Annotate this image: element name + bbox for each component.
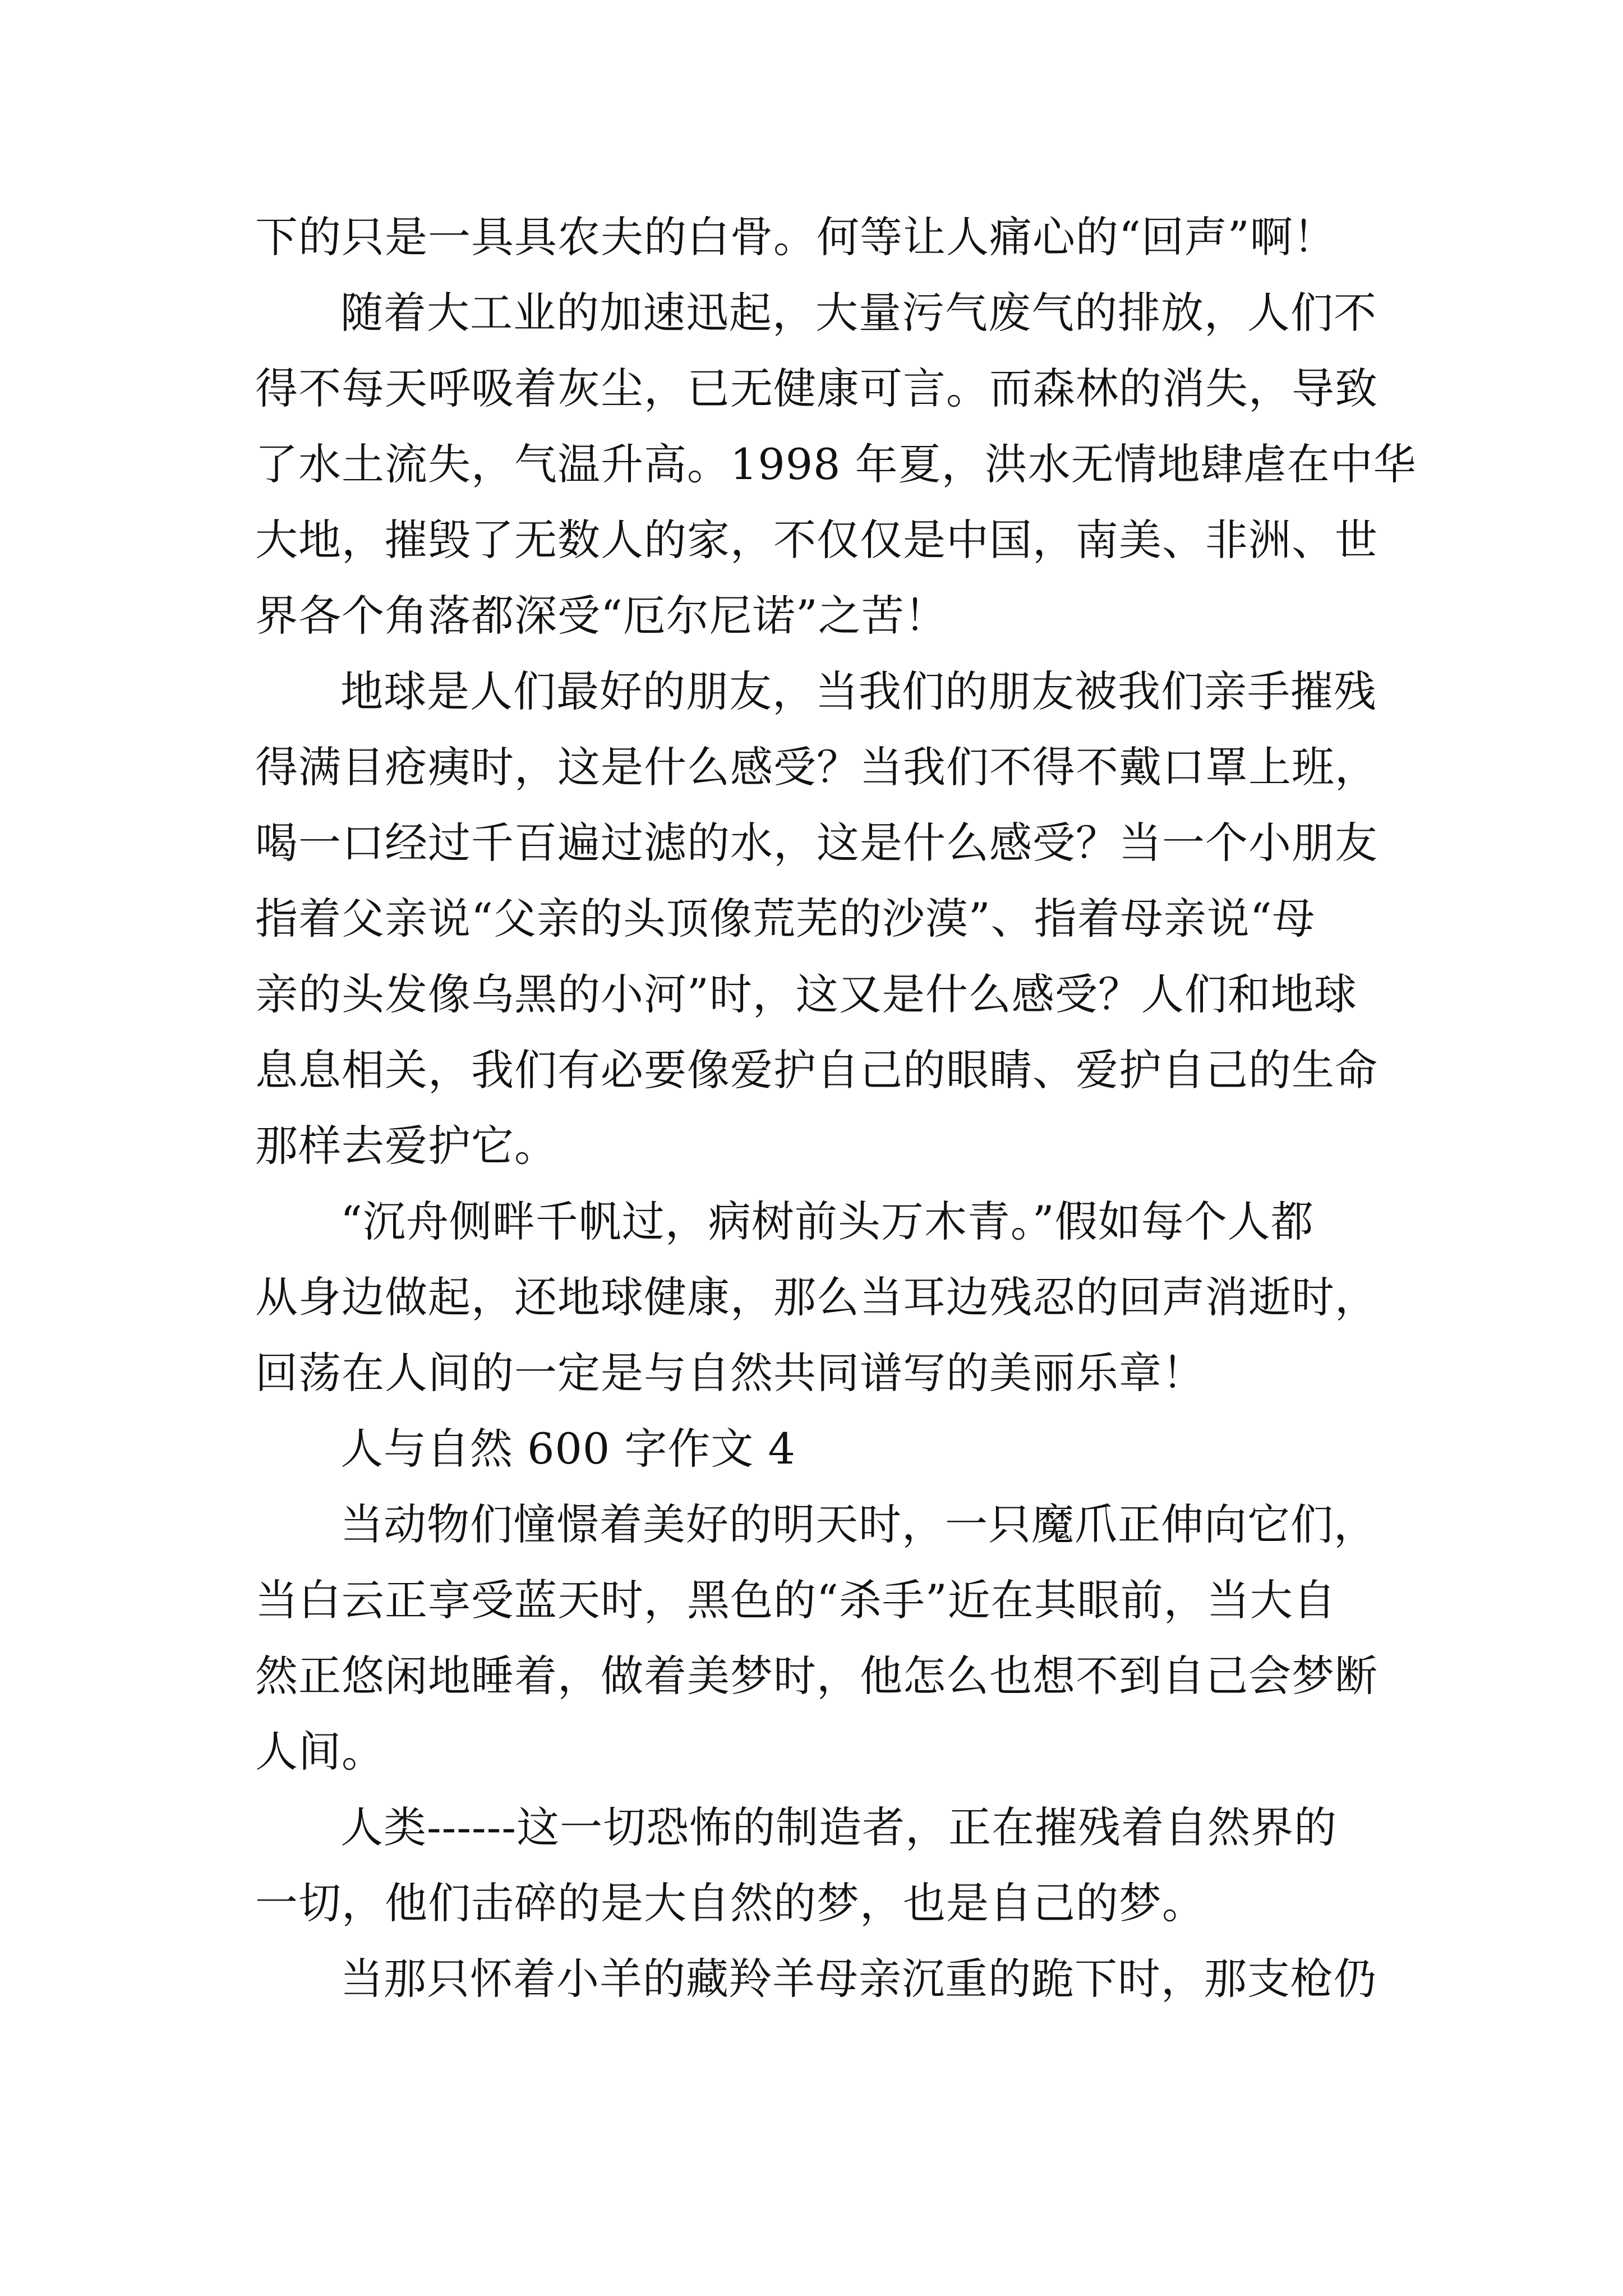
paragraph-first-line: 人类------这一切恐怖的制造者，正在摧残着自然界的 — [340, 1802, 1338, 1852]
document-body — [255, 199, 1417, 2017]
text-line: 大地，摧毁了无数人的家，不仅仅是中国，南美、非洲、世 — [255, 515, 1378, 565]
text-line: 得不每天呼吸着灰尘，已无健康可言。而森林的消失，导致 — [255, 364, 1378, 413]
paragraph-first-line: “沉舟侧畔千帆过，病树前头万木青。”假如每个人都 — [340, 1197, 1314, 1246]
paragraph-first-line: 当那只怀着小羊的藏羚羊母亲沉重的跪下时，那支枪仍 — [340, 1954, 1377, 2004]
text-line: 亲的头发像乌黑的小河”时，这又是什么感受？人们和地球 — [255, 969, 1357, 1019]
paragraph-first-line: 地球是人们最好的朋友，当我们的朋友被我们亲手摧残 — [340, 666, 1377, 716]
text-line: 得满目疮痍时，这是什么感受？当我们不得不戴口罩上班， — [255, 742, 1378, 792]
section-heading: 人与自然 600 字作文 4 — [340, 1424, 796, 1474]
text-line: 从身边做起，还地球健康，那么当耳边残忍的回声消逝时， — [255, 1272, 1378, 1322]
text-line: 下的只是一具具农夫的白骨。何等让人痛心的“回声”啊！ — [255, 212, 1336, 262]
paragraph-first-line: 随着大工业的加速迅起，大量污气废气的排放，人们不 — [340, 288, 1377, 338]
text-line: 了水土流失，气温升高。1998 年夏，洪水无情地肆虐在中华 — [255, 439, 1417, 489]
text-line: 喝一口经过千百遍过滤的水，这是什么感受？当一个小朋友 — [255, 818, 1378, 868]
text-line: 息息相关，我们有必要像爱护自己的眼睛、爱护自己的生命 — [255, 1045, 1378, 1095]
text-line: 回荡在人间的一定是与自然共同谱写的美丽乐章！ — [255, 1348, 1205, 1398]
paragraph-first-line: 当动物们憧憬着美好的明天时，一只魔爪正伸向它们， — [340, 1499, 1377, 1549]
text-line: 一切，他们击碎的是大自然的梦，也是自己的梦。 — [255, 1878, 1205, 1928]
text-line: 指着父亲说“父亲的头顶像荒芜的沙漠”、指着母亲说“母 — [255, 894, 1316, 944]
text-line: 人间。 — [255, 1727, 385, 1777]
text-line: 那样去爱护它。 — [255, 1121, 557, 1171]
text-line: 当白云正享受蓝天时，黑色的“杀手”近在其眼前，当大自 — [255, 1575, 1336, 1625]
text-line: 然正悠闲地睡着，做着美梦时，他怎么也想不到自己会梦断 — [255, 1651, 1378, 1701]
text-line: 界各个角落都深受“厄尔尼诺”之苦！ — [255, 591, 948, 641]
